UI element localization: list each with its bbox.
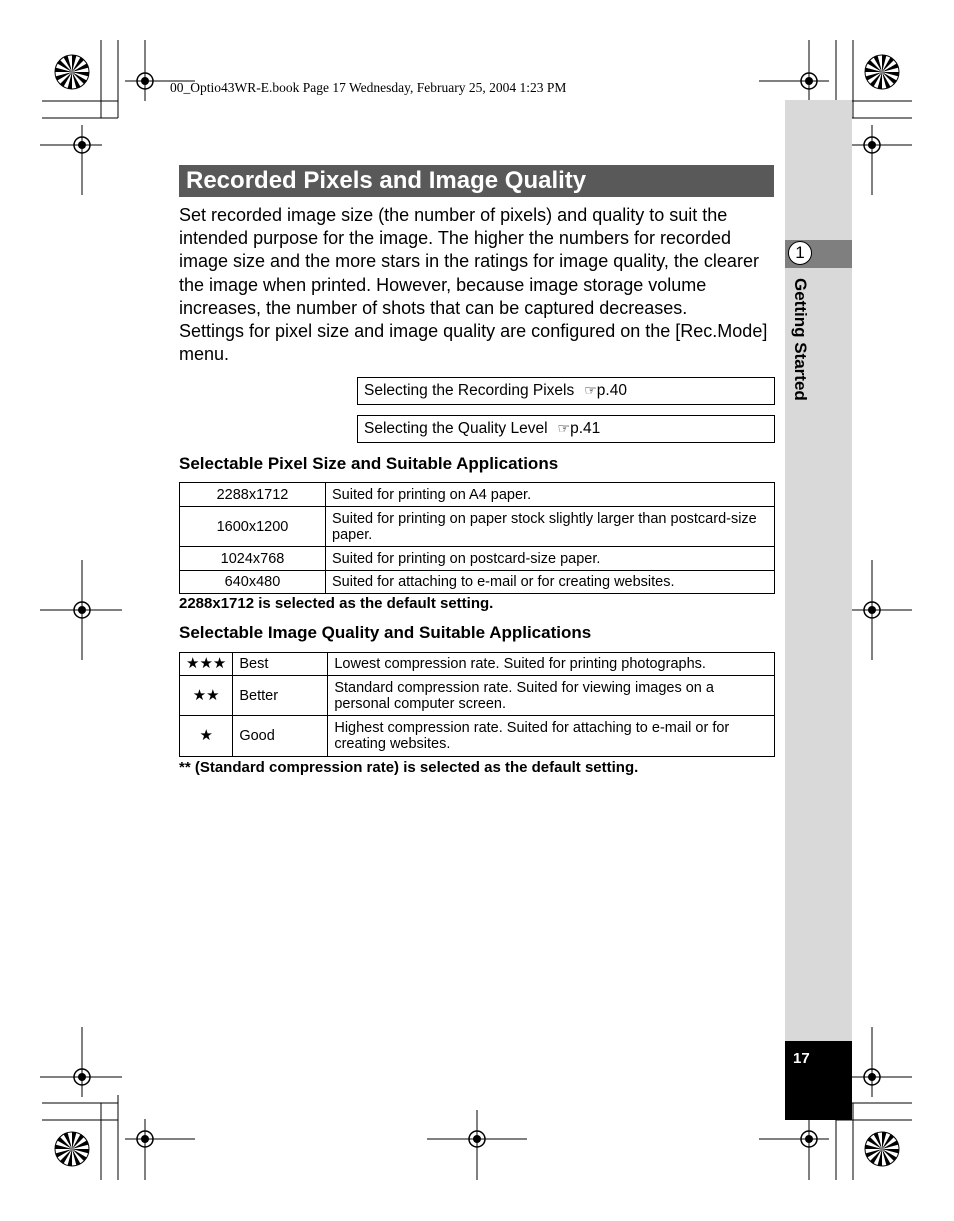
reference-quality-level (357, 415, 775, 443)
reference-page[interactable]: p.41 (570, 420, 601, 437)
intro-paragraph-1: Set recorded image size (the number of pixels) and quality to suit the intended purpose for the image. The higher the numbers for recorded image size and the more stars in the ratings for image quality, the clearer the image when printed. However, because image storage volume increases, the number of shots that can be captured decreases. (179, 205, 759, 318)
pointing-hand-icon: ☞ (584, 382, 597, 398)
application-cell: Suited for printing on postcard-size paper. (326, 547, 775, 571)
quality-table (179, 652, 775, 757)
reference-recording-pixels (357, 377, 775, 405)
intro-paragraph-2: Settings for pixel size and image quality are configured on the [Rec.Mode] menu. (179, 321, 768, 365)
quality-name: Best (233, 653, 328, 676)
pixel-size-table (179, 482, 775, 594)
star-rating: ★ (180, 716, 233, 757)
star-rating: ★★★ (180, 653, 233, 676)
page-title: Recorded Pixels and Image Quality (179, 165, 774, 197)
pixel-size-cell: 1024x768 (180, 547, 326, 571)
table-row (180, 676, 775, 716)
reference-page[interactable]: p.40 (596, 382, 627, 399)
table-row (180, 547, 775, 571)
quality-default-note: ** (Standard compression rate) is selected as the default setting. (179, 759, 639, 776)
quality-heading: Selectable Image Quality and Suitable Applications (179, 623, 592, 642)
intro-text (179, 204, 775, 366)
pixel-size-heading: Selectable Pixel Size and Suitable Applications (179, 454, 559, 473)
application-cell: Suited for printing on paper stock slightly larger than postcard-size paper. (326, 507, 775, 547)
pixel-size-cell: 1600x1200 (180, 507, 326, 547)
table-row (180, 571, 775, 594)
table-row (180, 507, 775, 547)
chapter-number: 1 (788, 241, 812, 265)
star-rating: ★★ (180, 676, 233, 716)
chapter-label: Getting Started (791, 278, 810, 401)
table-row (180, 653, 775, 676)
reference-label: Selecting the Recording Pixels (364, 382, 575, 399)
pixel-size-cell: 640x480 (180, 571, 326, 594)
application-cell: Suited for printing on A4 paper. (326, 483, 775, 507)
quality-description: Highest compression rate. Suited for attaching to e-mail or for creating websites. (328, 716, 775, 757)
table-row (180, 483, 775, 507)
quality-name: Better (233, 676, 328, 716)
quality-description: Standard compression rate. Suited for viewing images on a personal computer screen. (328, 676, 775, 716)
quality-description: Lowest compression rate. Suited for printing photographs. (328, 653, 775, 676)
page-number: 17 (793, 1050, 810, 1067)
application-cell: Suited for attaching to e-mail or for creating websites. (326, 571, 775, 594)
reference-label: Selecting the Quality Level (364, 420, 548, 437)
print-header: 00_Optio43WR-E.book Page 17 Wednesday, February 25, 2004 1:23 PM (170, 80, 567, 95)
quality-name: Good (233, 716, 328, 757)
pixel-default-note: 2288x1712 is selected as the default setting. (179, 595, 494, 612)
pixel-size-cell: 2288x1712 (180, 483, 326, 507)
table-row (180, 716, 775, 757)
pointing-hand-icon: ☞ (557, 420, 571, 436)
